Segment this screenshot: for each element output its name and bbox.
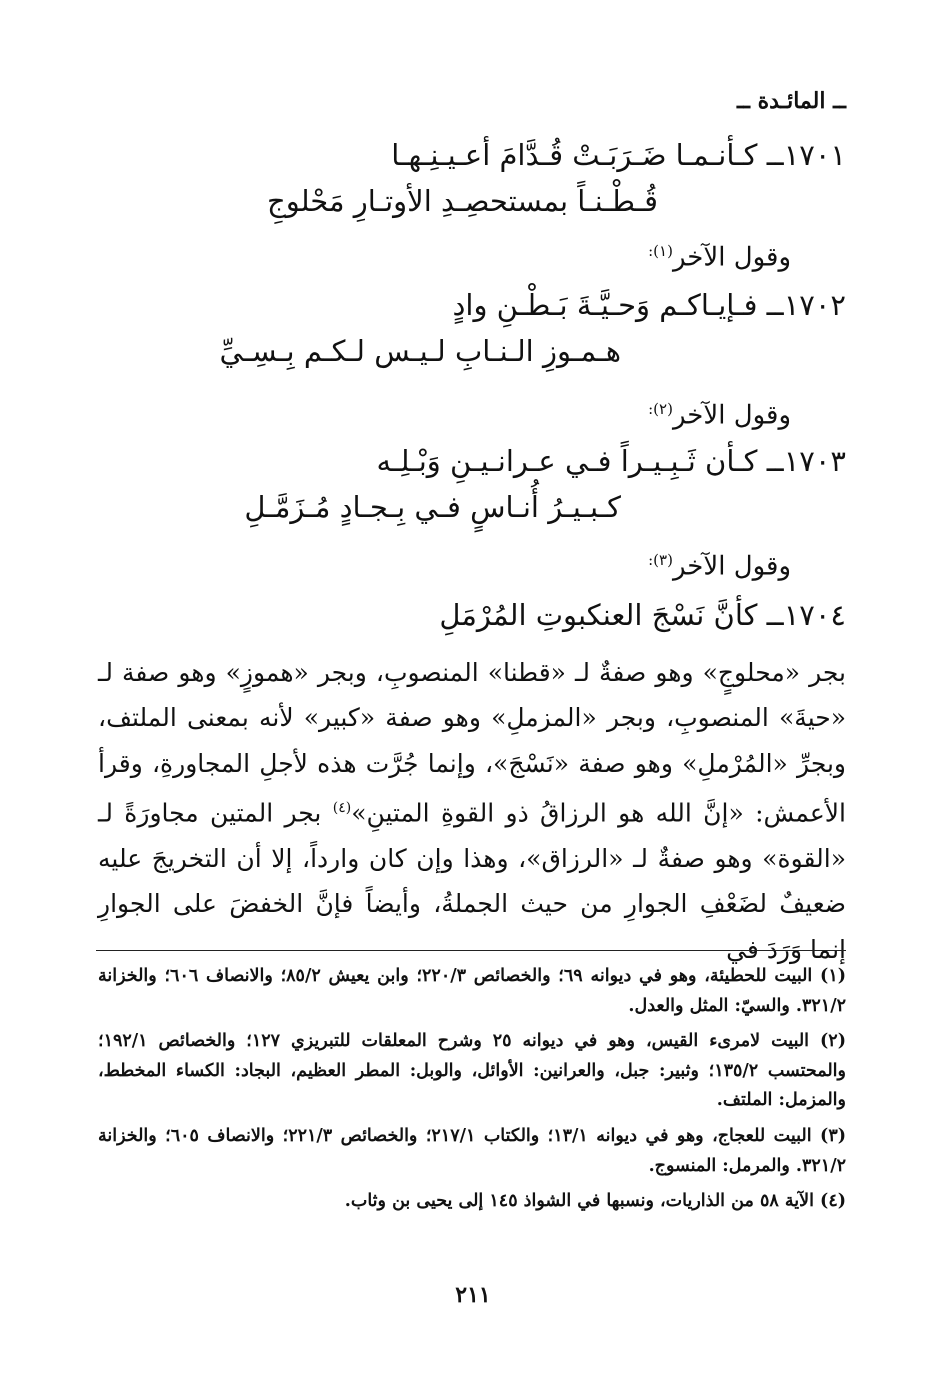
verse-1701 — [86, 132, 846, 224]
footnote-4: (٤) الآية ٥٨ من الذاريات، ونسبها في الشواذ ١٤٥ إلى يحيى بن وثاب. — [344, 1191, 846, 1212]
footnote-divider — [96, 950, 846, 951]
commentary-paragraph: بجر «محلوجٍ» وهو صفةٌ لـ «قطنا» المنصوبِ، وبجر «هموزٍ» وهو صفة لـ «حيةَ» المنصوبِ، وبجر «المزملِ» وهو صفة «كبير» لأنه بمعنى الملتف، وبجرِّ «المُرْملِ» وهو صفة «نَسْجَ»، وإنما جُرَّت هذه لأجلِ المجاورةِ، وقرأ الأعمش: «إنَّ الله هو الرزاقُ ذو القوةِ المتينِ»$^{(٤)}$ بجر المتين مجاورَةً لـ «القوة» وهو صفةٌ لـ «الرزاق»، وهذا وإن كان وارداً، إلا أن التخريجَ عليه ضعيفٌ لضَعْفِ الجوارِ من حيث الجملةُ، وأيضاً فإنَّ الخفضَ على الجوارِ إنما وَرَدَ في — [98, 658, 846, 964]
footnotes — [98, 962, 846, 1223]
running-header: ــ المائـدة ــ — [737, 88, 846, 114]
verse-1704 — [86, 592, 846, 638]
footnote-3: (٣) البيت للعجاج، وهو في ديوانه ١٣/١؛ والكتاب ٢١٧/١؛ والخصائص ٢٢١/٣؛ والانصاف ٦٠٥؛ والخزانة ٣٢١/٢. والمرمل: المنسوج. — [98, 1125, 846, 1176]
verse-line-2: كـبـيـرُ أُنـاسٍ فـي بِـجـادٍ مُـزَمَّـلِ — [244, 490, 621, 524]
footnote-1: (١) البيت للحطيئة، وهو في ديوانه ٦٩؛ والخصائص ٢٢٠/٣؛ وابن يعيش ٨٥/٢؛ والانصاف ٦٠٦؛ والخزانة ٣٢١/٢. والسيّ: المثل والعدل. — [98, 966, 847, 1016]
verse-intro-1703: وقول الآخر$^{(٢):}$ — [648, 400, 791, 431]
verse-1703 — [86, 438, 846, 530]
verse-intro-1702: وقول الآخر$^{(١):}$ — [648, 242, 791, 273]
verse-line-2: هـمـوزِ الـنـابِ لـيـس لـكـم بِـسِـيِّ — [219, 334, 621, 368]
verse-intro-1704: وقول الآخر$^{(٣):}$ — [648, 551, 791, 582]
footnote-2: (٢) البيت لامرىء القيس، وهو في ديوانه ٢٥ وشرح المعلقات للتبريزي ١٢٧؛ والخصائص ١٩٢/١؛ والمحتسب ١٣٥/٢؛ وثبير: جبل، والعرانين: الأوائل، والوبل: المطر العظيم، البجاد: الكساء المخطط، والمزمل: الملتف. — [98, 1031, 846, 1111]
page-number: ٢١١ — [455, 1282, 491, 1308]
verse-line-1: ١٧٠٣ــ كـأن ثَـبِـيـراً فـي عـرانـيـنِ وَبْـلِـه — [376, 444, 846, 478]
verse-line-1: ١٧٠٤ــ كأنَّ نَسْجَ العنكبوتِ المُرْمَلِ — [439, 598, 846, 632]
footnote-ref: (٣): — [648, 551, 673, 569]
verse-line-2: قُـطْـنـاً بمستحصِـدِ الأوتـارِ مَحْلوجِ — [267, 184, 658, 218]
verse-line-1: ١٧٠٢ــ فـإيـاكـم وَحـيَّـةَ بَـطْـنِ وادٍ — [452, 288, 846, 322]
verse-line-1: ١٧٠١ــ كـأنـمـا ضَـرَبَـتْ قُـدَّامَ أعـيـنِـهـا — [391, 138, 846, 172]
footnote-ref: (٢): — [648, 400, 673, 418]
footnote-ref-4: (٤) — [332, 800, 352, 817]
verse-1702 — [86, 282, 846, 374]
footnote-ref: (١): — [648, 242, 673, 260]
